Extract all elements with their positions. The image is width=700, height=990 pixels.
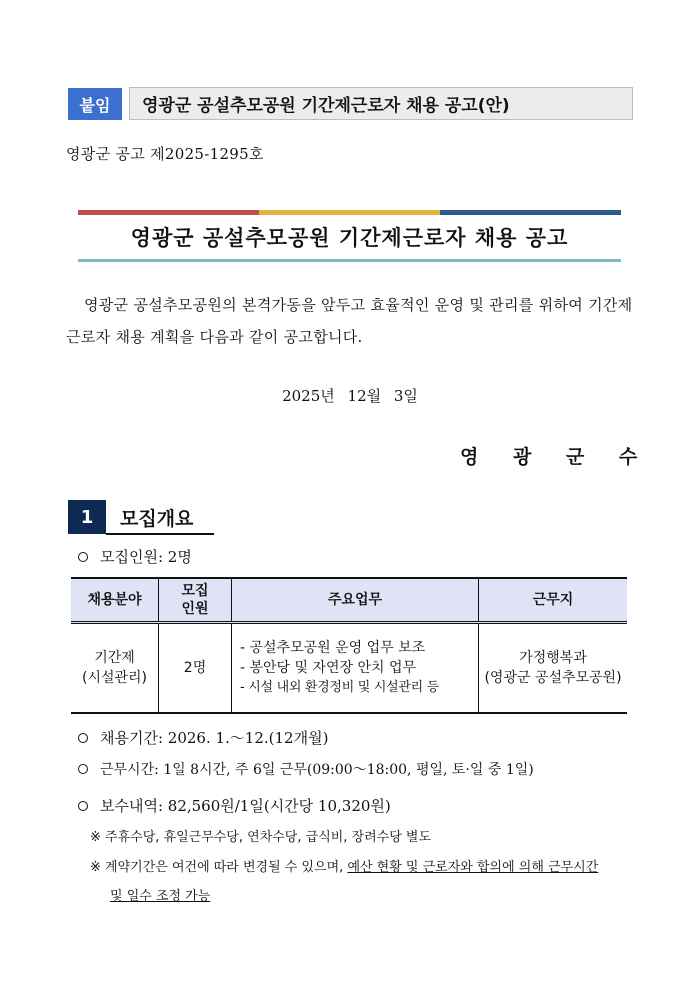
cell-duties xyxy=(232,623,479,714)
title-underline xyxy=(78,259,621,262)
header-count-label: 모집 인원 xyxy=(181,583,209,617)
attachment-tag: 붙임 xyxy=(68,88,122,120)
pay-text: 보수내역: 82,560원/1일(시간당 10,320원) xyxy=(100,797,391,815)
header-duties: 주요업무 xyxy=(232,578,479,623)
cell-field xyxy=(71,623,159,714)
section-title: 모집개요 xyxy=(120,508,194,530)
duty-item: - 공설추모공원 운영 업무 보조 xyxy=(240,640,426,656)
circle-bullet-icon xyxy=(78,552,88,562)
recruit-count-text: 모집인원: 2명 xyxy=(100,548,192,566)
note-contract xyxy=(90,856,598,875)
color-rule xyxy=(78,210,621,215)
table-row xyxy=(71,623,627,714)
document-title-box xyxy=(129,87,633,120)
document-title: 영광군 공설추모공원 기간제근로자 채용 공고(안) xyxy=(142,96,510,116)
duty-item: - 시설 내외 환경정비 및 시설관리 등 xyxy=(240,680,439,695)
circle-bullet-icon xyxy=(78,764,88,774)
note-contract-text: ※ 계약기간은 여건에 따라 변경될 수 있으며, xyxy=(90,860,348,875)
notice-number: 영광군 공고 제2025-1295호 xyxy=(66,145,264,163)
workplace-line2: (영광군 공설추모공원) xyxy=(484,670,622,686)
circle-bullet-icon xyxy=(78,801,88,811)
rule-segment-blue xyxy=(440,210,621,215)
section-number: 1 xyxy=(68,500,106,534)
main-title: 영광군 공설추모공원 기간제근로자 채용 공고 xyxy=(130,226,569,250)
pay-item xyxy=(78,795,391,816)
signer: 영 광 군 수 xyxy=(460,446,652,468)
header-count xyxy=(159,578,232,623)
recruitment-table xyxy=(71,577,627,714)
rule-segment-yellow xyxy=(259,210,440,215)
cell-workplace xyxy=(479,623,628,714)
hours-item xyxy=(78,759,534,779)
rule-segment-red xyxy=(78,210,259,215)
intro-paragraph: 영광군 공설추모공원의 본격가동을 앞두고 효율적인 운영 및 관리를 위하여 기간제근로자 채용 계획을 다음과 같이 공고합니다. xyxy=(66,296,633,346)
circle-bullet-icon xyxy=(78,733,88,743)
section-title-underline xyxy=(106,533,214,535)
note-allowances: ※ 주휴수당, 휴일근무수당, 연차수당, 급식비, 장려수당 별도 xyxy=(90,830,432,845)
duty-item: - 봉안당 및 자연장 안치 업무 xyxy=(240,660,417,676)
period-item xyxy=(78,727,328,748)
cell-count: 2명 xyxy=(159,623,232,714)
note-contract-cont: 및 일수 조정 가능 xyxy=(110,889,211,904)
workplace-line1: 가정행복과 xyxy=(519,650,587,666)
recruit-count-item xyxy=(78,546,192,567)
table-header-row xyxy=(71,578,627,623)
announcement-date: 2025년 12월 3일 xyxy=(282,387,418,405)
header-workplace: 근무지 xyxy=(479,578,628,623)
header-field: 채용분야 xyxy=(71,578,159,623)
period-text: 채용기간: 2026. 1.～12.(12개월) xyxy=(100,729,329,747)
note-contract-underlined: 예산 현황 및 근로자와 합의에 의해 근무시간 xyxy=(347,860,599,875)
field-line2: (시설관리) xyxy=(81,670,148,686)
hours-text: 근무시간: 1일 8시간, 주 6일 근무(09:00～18:00, 평일, 토·일 중 1일) xyxy=(100,762,534,778)
field-line1: 기간제 xyxy=(94,650,135,666)
